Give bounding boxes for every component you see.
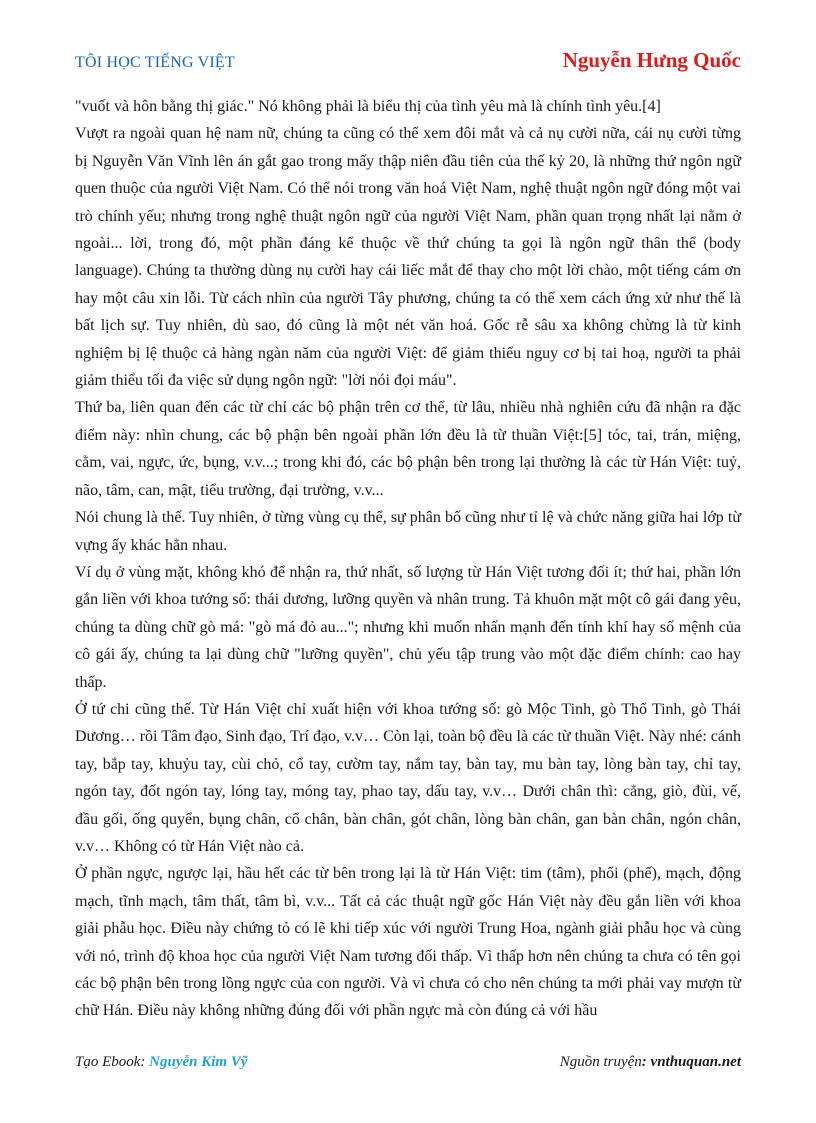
book-title: TÔI HỌC TIẾNG VIỆT xyxy=(75,54,235,71)
paragraph: Ví dụ ở vùng mặt, không khó để nhận ra, thứ nhất, số lượng từ Hán Việt tương đối ít; thứ hai, phần lớn gắn liền với khoa tướng số: thái dương, lưỡng quyền và nhân trung. Tả khuôn mặt một cô gái đang yêu, chúng ta dùng chữ gò má: "gò má đỏ au..."; nhưng khi muốn nhấn mạnh đến tính khí hay số mệnh của cô gái ấy, chúng ta lại dùng chữ "lưỡng quyền", chủ yếu tập trung vào một đặc điểm chính: cao hay thấp. xyxy=(75,563,741,691)
source-credit xyxy=(560,1054,741,1071)
paragraph: Vượt ra ngoài quan hệ nam nữ, chúng ta cũng có thể xem đôi mắt và cả nụ cười nữa, cái nụ cười từng bị Nguyễn Văn Vĩnh lên án gắt gao trong mấy thập niên đầu tiên của thế kỷ 20, là những thứ ngôn ngữ quen thuộc của người Việt Nam. Có thể nói trong văn hoá Việt Nam, nghệ thuật ngôn ngữ đóng một vai trò chính yếu; nhưng trong nghệ thuật ngôn ngữ của người Việt Nam, phần quan trọng nhất lại nằm ở ngoài... lời, trong đó, một phần đáng kể thuộc về thứ chúng ta gọi là ngôn ngữ thân thể (body language). Chúng ta thường dùng nụ cười hay cái liếc mắt để thay cho một lời chào, một tiếng cám ơn hay một câu xin lỗi. Từ cách nhìn của người Tây phương, chúng ta có thể xem cách ứng xử như thế là bất lịch sự. Tuy nhiên, dù sao, đó cũng là một nét văn hoá. Gốc rễ sâu xa không chừng là từ kinh nghiệm bị lệ thuộc cả hàng ngàn năm của người Việt: để giảm thiểu nguy cơ bị tai hoạ, người ta phải giảm thiểu tối đa việc sử dụng ngôn ngữ: "lời nói đọi máu". xyxy=(75,125,741,390)
paragraph: Nói chung là thế. Tuy nhiên, ở từng vùng cụ thể, sự phân bố cũng như tỉ lệ và chức năng giữa hai lớp từ vựng ấy khác hẳn nhau. xyxy=(75,509,741,554)
ebook-author: Nguyễn Kim Vỹ xyxy=(149,1054,248,1070)
ebook-label: Tạo Ebook xyxy=(75,1054,141,1070)
page-footer xyxy=(75,1054,741,1076)
paragraph: Ở phần ngực, ngược lại, hầu hết các từ bên trong lại là từ Hán Việt: tim (tâm), phổi (phế), mạch, động mạch, tĩnh mạch, tâm thất, tâm bì, v.v... Tất cả các thuật ngữ gốc Hán Việt này đều gắn liền với khoa giải phẫu học. Điều này chứng tỏ có lẽ khi tiếp xúc với người Trung Hoa, ngành giải phẫu học và cùng với nó, trình độ khoa học của người Việt Nam tương đối thấp. Vì thấp hơn nên chúng ta chưa có tên gọi các bộ phận bên trong lồng ngực của con người. Và vì chưa có cho nên chúng ta mới phải vay mượn từ chữ Hán. Điều này không những đúng đối với phần ngực mà còn đúng cả với hầu xyxy=(75,865,741,1020)
paragraph: Ở tứ chi cũng thế. Từ Hán Việt chỉ xuất hiện với khoa tướng số: gò Mộc Tinh, gò Thổ Tinh, gò Thái Dương… rồi Tâm đạo, Sinh đạo, Trí đạo, v.v… Còn lại, toàn bộ đều là các từ thuần Việt. Này nhé: cánh tay, bắp tay, khuỷu tay, cùi chỏ, cổ tay, cườm tay, nắm tay, bàn tay, mu bàn tay, lòng bàn tay, chỉ tay, ngón tay, đốt ngón tay, lóng tay, móng tay, phao tay, dấu tay, v.v… Dưới chân thì: cẳng, giò, đùi, vế, đầu gối, ống quyển, bụng chân, cổ chân, bàn chân, gót chân, lòng bàn chân, gan bàn chân, ngón chân, v.v… Không có từ Hán Việt nào cả. xyxy=(75,700,741,855)
paragraph: "vuốt và hôn bằng thị giác." Nó không phải là biểu thị của tình yêu mà là chính tình yêu.[4] xyxy=(75,98,661,115)
source-site[interactable]: vnthuquan.net xyxy=(650,1054,741,1070)
page-header xyxy=(75,48,741,78)
paragraph: Thứ ba, liên quan đến các từ chỉ các bộ phận trên cơ thể, từ lâu, nhiều nhà nghiên cứu đã nhận ra đặc điểm này: nhìn chung, các bộ phận bên ngoài phần lớn đều là từ thuần Việt:[5] tóc, tai, trán, miệng, cằm, vai, ngực, ức, bụng, v.v...; trong khi đó, các bộ phận bên trong lại thường là các từ Hán Việt: tuỷ, não, tâm, can, mật, tiểu trường, đại trường, v.v... xyxy=(75,399,741,499)
ebook-credit xyxy=(75,1054,248,1071)
ebook-separator: : xyxy=(140,1054,150,1070)
source-label: Nguồn truyện xyxy=(559,1054,642,1070)
author-name: Nguyễn Hưng Quốc xyxy=(562,48,741,72)
body-text xyxy=(75,93,741,1025)
source-separator: : xyxy=(641,1054,651,1070)
